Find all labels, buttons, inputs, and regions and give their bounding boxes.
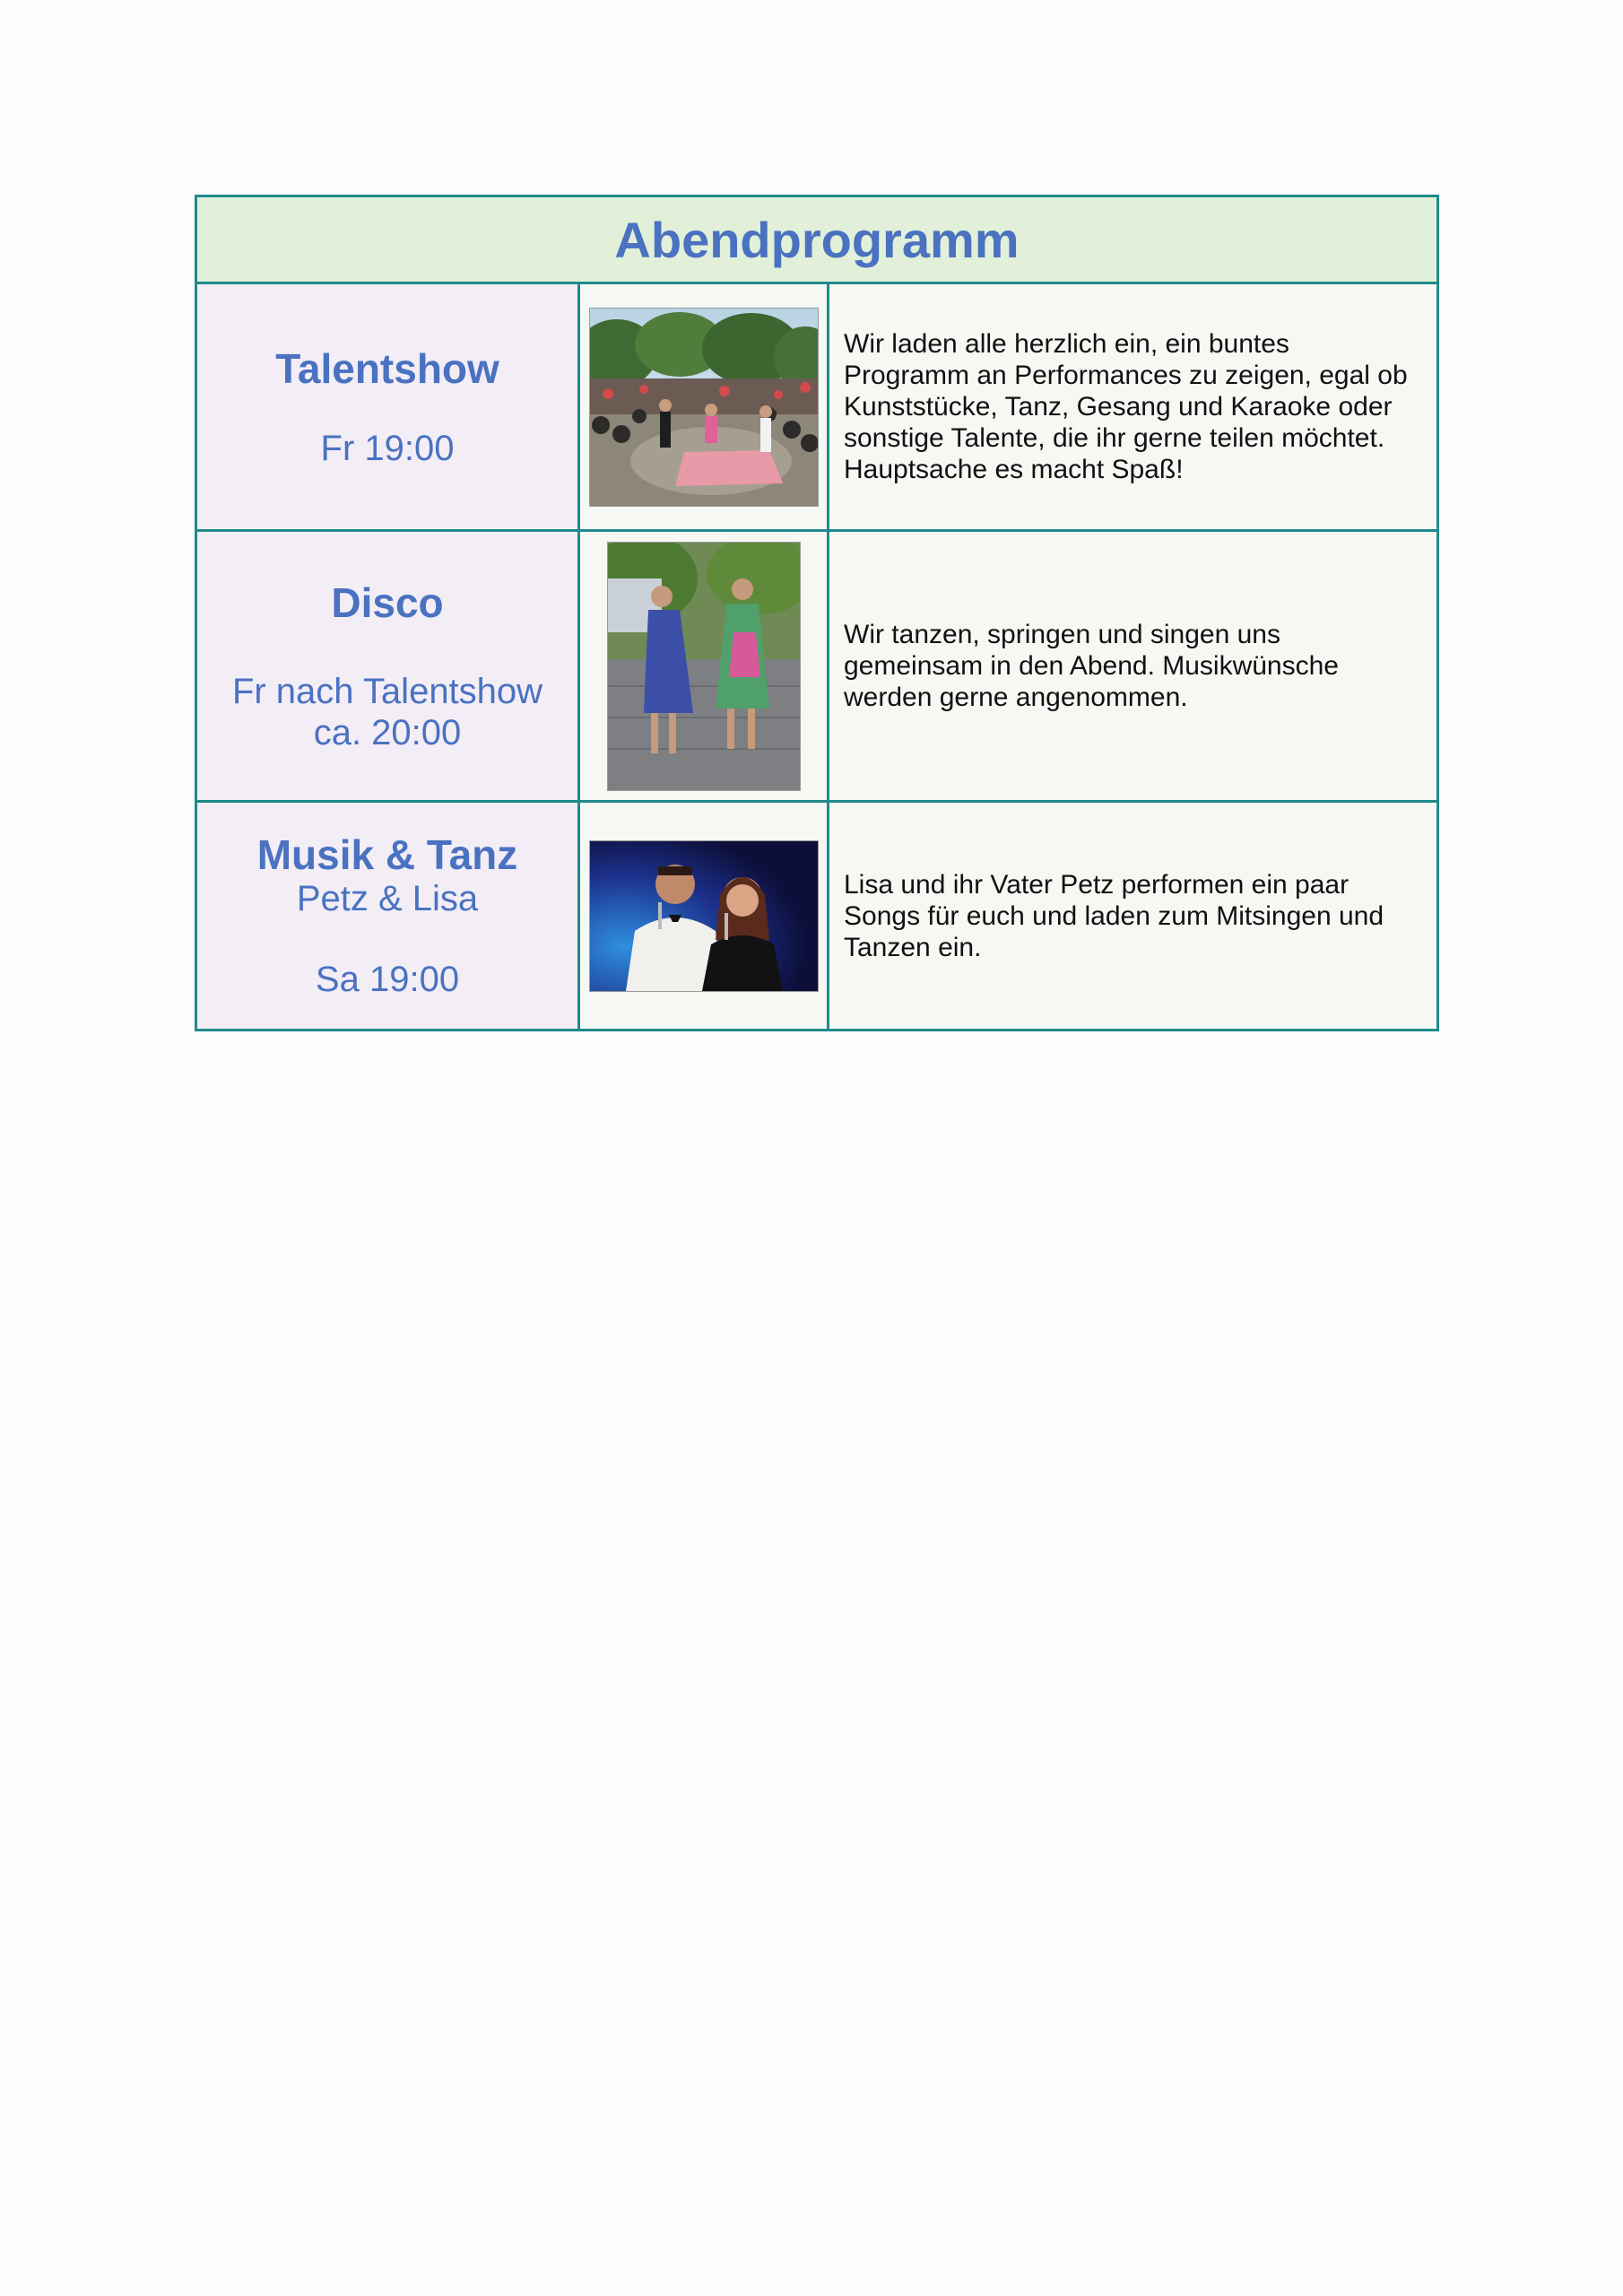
- table-title: Abendprogramm: [196, 196, 1438, 283]
- disco-dancers-photo: [607, 542, 801, 791]
- event-time: Fr nach Talentshow ca. 20:00: [231, 671, 543, 752]
- table-row: [196, 531, 1438, 802]
- event-photo-cell: [579, 531, 829, 802]
- event-time: Sa 19:00: [315, 960, 460, 999]
- talent-show-photo: [589, 308, 819, 507]
- event-title-cell: [196, 531, 579, 802]
- event-title-cell: [196, 283, 579, 531]
- singers-photo: [589, 840, 819, 992]
- event-description: Lisa und ihr Vater Petz performen ein paar Songs für euch und laden zum Mitsingen und Tanzen ein.: [829, 802, 1438, 1031]
- event-name: Musik & Tanz: [256, 831, 518, 878]
- table-row: [196, 283, 1438, 531]
- event-performers: Petz & Lisa: [296, 879, 479, 918]
- event-description: Wir tanzen, springen und singen uns gemeinsam in den Abend. Musikwünsche werden gerne angenommen.: [829, 531, 1438, 802]
- event-title-cell: [196, 802, 579, 1031]
- program-table: [195, 195, 1439, 1031]
- table-header-row: [196, 196, 1438, 283]
- table-row: [196, 802, 1438, 1031]
- event-name: Talentshow: [275, 344, 499, 392]
- event-name: Disco: [331, 578, 444, 626]
- event-time: Fr 19:00: [320, 428, 455, 468]
- event-photo-cell: [579, 802, 829, 1031]
- event-photo-cell: [579, 283, 829, 531]
- event-description: Wir laden alle herzlich ein, ein buntes Programm an Performances zu zeigen, egal ob Kunststücke, Tanz, Gesang und Karaoke oder sonstige Talente, die ihr gerne teilen möchtet. Hauptsache es macht Spaß!: [829, 283, 1438, 531]
